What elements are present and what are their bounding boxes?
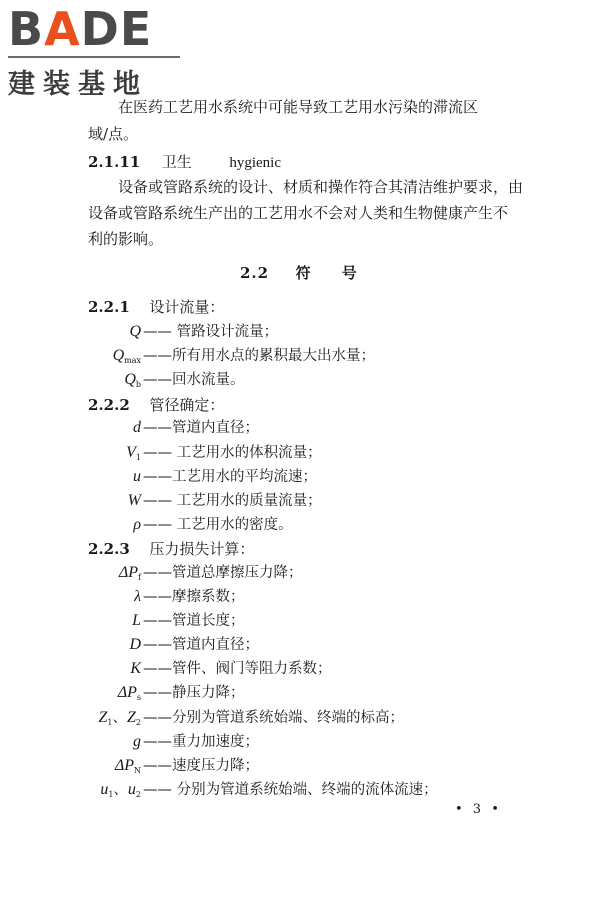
def-w: —— 工艺用水的质量流量； xyxy=(143,493,322,509)
def-d-inner: ——管道内直径； xyxy=(143,637,259,653)
def-l: ——管道长度； xyxy=(143,613,245,629)
def-u: ——工艺用水的平均流速； xyxy=(143,469,317,485)
term-def-line-3: 利的影响。 xyxy=(88,230,164,248)
def-g: ——重力加速度； xyxy=(143,734,259,750)
symbol-q: Q xyxy=(129,323,141,340)
def-d: ——管道内直径； xyxy=(143,420,259,436)
symbol-dpf: $\Delta P_f$ xyxy=(118,564,141,582)
def-dpn: ——速度压力降； xyxy=(143,758,259,774)
symbol-l: L xyxy=(132,612,141,629)
term-def-line-1: 设备或管路系统的设计、材质和操作符合其清洁维护要求，由 xyxy=(118,178,524,196)
def-u1-u2: —— 分别为管道系统始端、终端的流体流速； xyxy=(143,782,438,798)
symbol-qb: $Q_b$ xyxy=(124,371,141,389)
subsection-2-2-3-heading: 2.2.3 压力损失计算： xyxy=(88,540,255,558)
symbol-lambda: λ xyxy=(134,588,141,605)
term-heading xyxy=(88,152,281,173)
symbol-d: d xyxy=(133,419,141,436)
intro-line-1: 在医药工艺用水系统中可能导致工艺用水污染的滞流区 xyxy=(118,98,479,116)
symbol-rho: ρ xyxy=(133,516,141,533)
def-v1: —— 工艺用水的体积流量； xyxy=(143,445,322,461)
symbol-d-inner: D xyxy=(129,636,141,653)
term-number: 2.1.11 xyxy=(88,153,141,171)
def-qmax: ——所有用水点的累积最大出水量； xyxy=(143,348,375,364)
symbol-w: W xyxy=(127,492,141,509)
term-zh: 卫生 xyxy=(161,153,192,171)
term-def-line-2: 设备或管路系统生产出的工艺用水不会对人类和生物健康产生不 xyxy=(88,204,509,222)
symbol-qmax: $Q_{max}$ xyxy=(112,347,141,365)
subsection-2-2-2-heading: 2.2.2 管径确定： xyxy=(88,396,225,414)
section-title: 2.2 符 号 xyxy=(240,264,358,282)
symbol-dps: $\Delta P_s$ xyxy=(117,684,141,702)
term-en: hygienic xyxy=(229,155,281,171)
def-qb: ——回水流量。 xyxy=(143,372,245,388)
logo-wordmark: B A DE xyxy=(8,2,153,56)
symbol-k: K xyxy=(130,660,141,677)
symbol-dpn: $\Delta P_N$ xyxy=(114,757,141,775)
symbol-g: g xyxy=(133,733,141,750)
page-number: • 3 • xyxy=(455,802,502,817)
bade-logo xyxy=(8,2,183,100)
def-k: ——管件、阀门等阻力系数； xyxy=(143,661,332,677)
def-rho: —— 工艺用水的密度。 xyxy=(143,517,293,533)
def-dps: ——静压力降； xyxy=(143,685,245,701)
symbol-v1: $V_1$ xyxy=(126,444,141,462)
logo-underline xyxy=(8,56,180,58)
symbol-u: u xyxy=(133,468,141,485)
symbol-z1-z2: $Z_1$、$Z_2$ xyxy=(98,709,141,727)
symbol-u1-u2: $u_1$、$u_2$ xyxy=(100,781,141,799)
def-dpf: ——管道总摩擦压力降； xyxy=(143,565,303,581)
def-q: —— 管路设计流量； xyxy=(143,324,279,340)
intro-line-2: 域/点。 xyxy=(88,125,139,143)
logo-subtitle: 建装基地 xyxy=(8,69,148,100)
def-z1-z2: ——分别为管道系统始端、终端的标高； xyxy=(143,710,404,726)
def-lambda: ——摩擦系数； xyxy=(143,589,245,605)
subsection-2-2-1-heading: 2.2.1 设计流量： xyxy=(88,298,225,316)
